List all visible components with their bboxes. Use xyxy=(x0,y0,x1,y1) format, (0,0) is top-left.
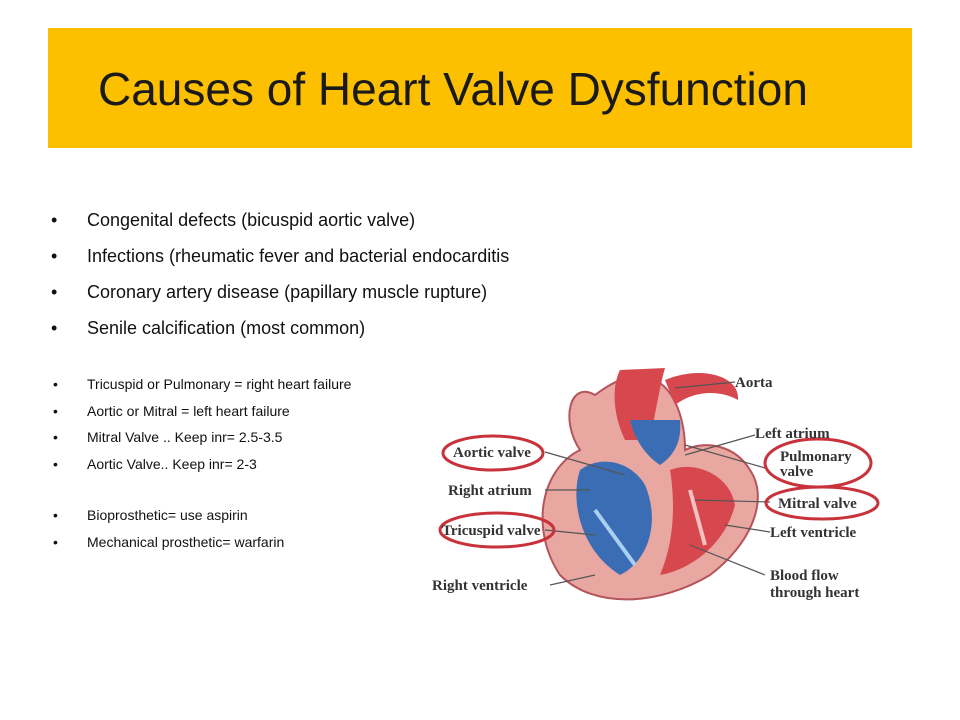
label-right-ventricle: Right ventricle xyxy=(432,578,528,594)
label-right-atrium: Right atrium xyxy=(448,483,532,499)
bullet-bioprosthetic: • Bioprosthetic= use aspirin xyxy=(87,505,351,532)
main-bullet-list xyxy=(87,208,509,352)
bullet-senile: • Senile calcification (most common) xyxy=(87,316,509,352)
label-left-ventricle: Left ventricle xyxy=(770,525,857,541)
label-pulmonary-valve-2: valve xyxy=(780,464,814,480)
slide-title: Causes of Heart Valve Dysfunction xyxy=(98,63,808,115)
label-tricuspid-valve: Tricuspid valve xyxy=(442,523,541,539)
bullet-left-heart: • Aortic or Mitral = left heart failure xyxy=(87,401,351,428)
label-left-atrium: Left atrium xyxy=(755,426,830,442)
label-aorta: Aorta xyxy=(735,375,773,391)
label-pulmonary-valve-1: Pulmonary xyxy=(780,449,852,465)
bullet-mechanical: • Mechanical prosthetic= warfarin xyxy=(87,532,351,559)
heart-diagram xyxy=(420,360,890,620)
bullet-congenital: • Congenital defects (bicuspid aortic valve) xyxy=(87,208,509,244)
bullet-aortic-inr: • Aortic Valve.. Keep inr= 2-3 xyxy=(87,454,351,481)
bullet-mitral-inr: • Mitral Valve .. Keep inr= 2.5-3.5 xyxy=(87,427,351,454)
title-band xyxy=(48,28,912,148)
label-blood-flow-1: Blood flow xyxy=(770,568,839,584)
bullet-infections: • Infections (rheumatic fever and bacterial endocarditis xyxy=(87,244,509,280)
bullet-right-heart: • Tricuspid or Pulmonary = right heart failure xyxy=(87,374,351,401)
label-blood-flow-2: through heart xyxy=(770,585,860,601)
label-aortic-valve: Aortic valve xyxy=(453,445,531,461)
bullet-coronary: • Coronary artery disease (papillary muscle rupture) xyxy=(87,280,509,316)
heart-illustration xyxy=(543,368,758,599)
detail-bullet-list xyxy=(87,374,351,558)
label-mitral-valve: Mitral valve xyxy=(778,496,857,512)
